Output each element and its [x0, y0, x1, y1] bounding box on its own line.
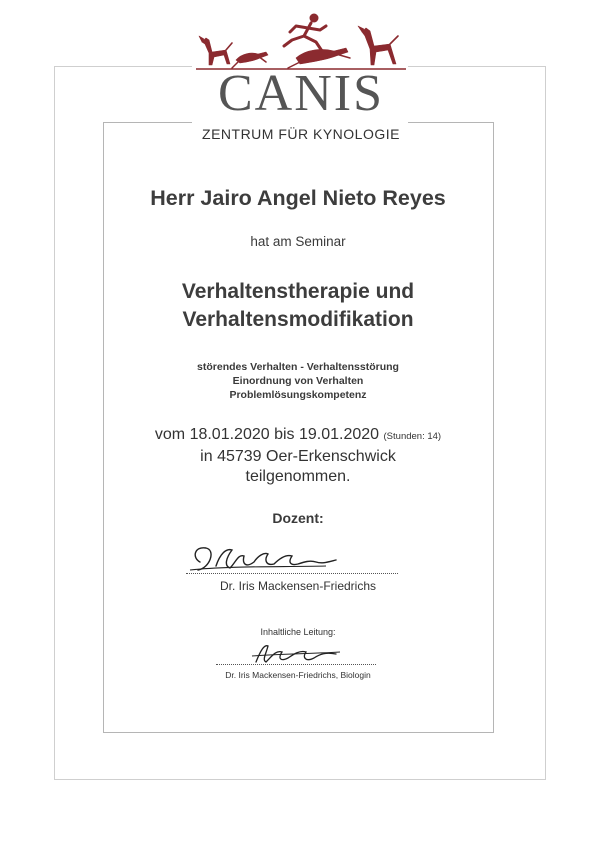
recipient-name: Herr Jairo Angel Nieto Reyes — [150, 186, 446, 210]
seminar-title-line: Verhaltenstherapie und — [181, 280, 415, 303]
date-block — [0, 425, 596, 487]
topic-item: Einordnung von Verhalten — [232, 375, 364, 387]
lecturer-name: Dr. Iris Mackensen-Friedrichs — [219, 579, 377, 593]
content-lead-name: Dr. Iris Mackensen-Friedrichs, Biologin — [225, 670, 371, 680]
lecturer-signature-icon — [186, 540, 356, 576]
location: in 45739 Oer-Erkenschwick — [200, 448, 396, 465]
hours-note: (Stunden: 14) — [383, 431, 442, 442]
intro-text: hat am Seminar — [250, 234, 346, 249]
seminar-title-line: Verhaltensmodifikation — [182, 308, 414, 331]
topic-item: Problemlösungskompetenz — [229, 389, 367, 401]
signature-line — [216, 664, 376, 665]
canis-wordmark: CANIS — [217, 65, 385, 122]
closing-text: teilgenommen. — [245, 468, 351, 485]
seminar-title — [0, 278, 596, 334]
logo-subtitle: ZENTRUM FÜR KYNOLOGIE — [202, 126, 400, 142]
signature-line — [186, 573, 398, 574]
date-range: vom 18.01.2020 bis 19.01.2020 — [154, 426, 380, 443]
topic-list — [0, 360, 596, 402]
content-lead-label: Inhaltliche Leitung: — [260, 627, 336, 637]
dogs-and-runner-logo-icon — [196, 8, 406, 70]
lecturer-label: Dozent: — [272, 510, 324, 526]
date-range-line — [0, 425, 596, 447]
topic-item: störendes Verhalten - Verhaltensstörung — [197, 361, 399, 373]
